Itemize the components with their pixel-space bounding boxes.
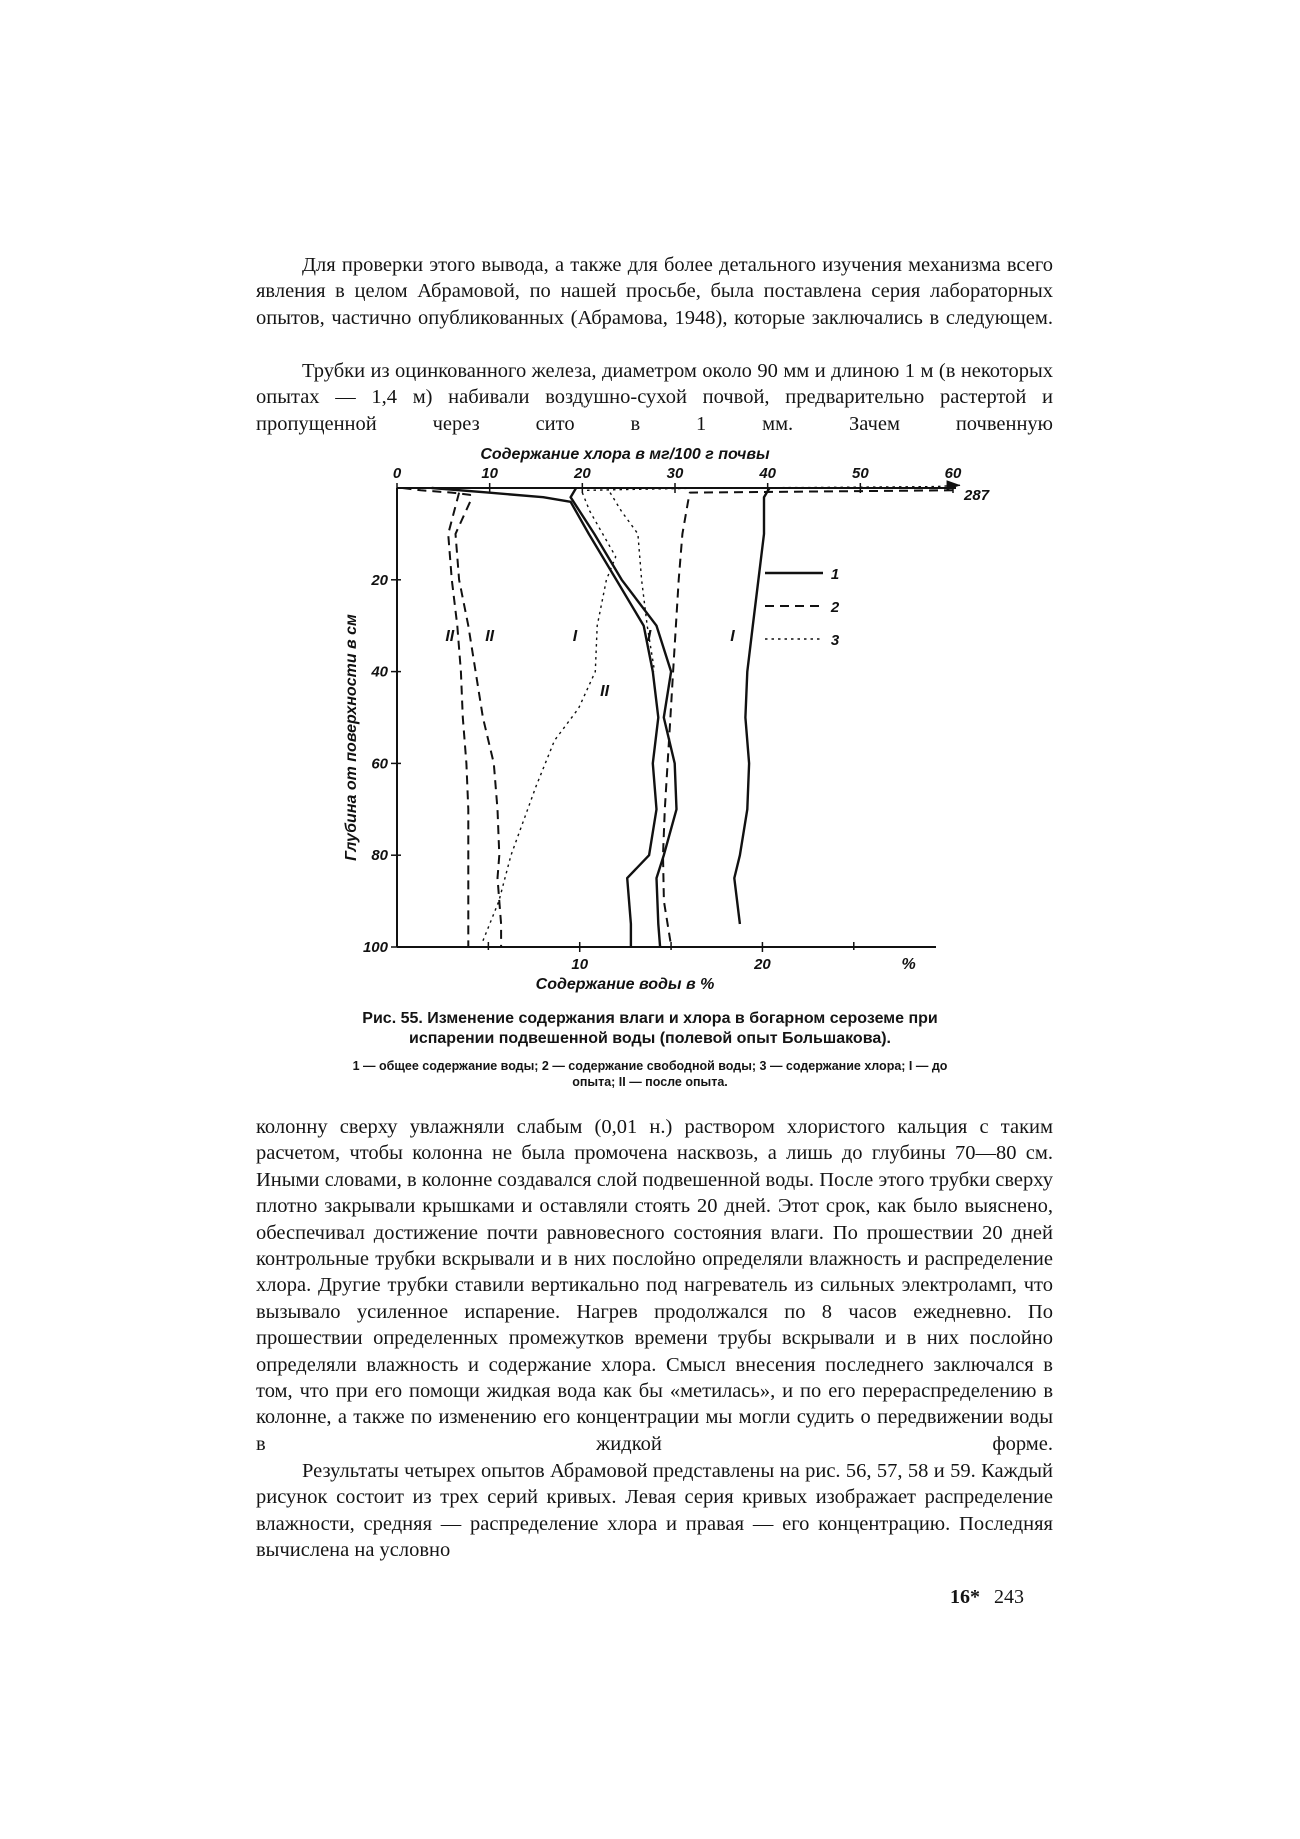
bottom-unit-label: % — [901, 956, 916, 973]
y-tick-label: 100 — [362, 939, 388, 956]
legend-key-1: 1 — [830, 566, 840, 583]
series-line-6 — [663, 490, 953, 947]
curve-label: II — [445, 627, 455, 645]
y-tick-label: 80 — [371, 847, 388, 865]
figure-caption: Рис. 55. Изменение содержания влаги и хлора в богарном сероземе при испарении подвешенной воды (полевой опыт Большакова). — [362, 1010, 938, 1047]
y-tick-label: 40 — [371, 663, 388, 681]
top-tick-label: 40 — [759, 465, 777, 482]
bottom-tick-label: 20 — [754, 956, 771, 973]
y-tick-label: 60 — [371, 755, 388, 773]
series-line-1 — [571, 488, 677, 947]
paragraph-2: Трубки из оцинкованного железа, диаметром около 90 мм и длиною 1 м (в некоторых опытах — 1,4 м) набивали воздушно-сухой почвой, предварительно растертой и пропущенной через сито в 1 мм. Зачем почвенную — [256, 360, 1053, 435]
top-tick-label: 10 — [481, 465, 499, 482]
signature-mark: 16* — [950, 1586, 980, 1608]
outlier-label: 287 — [964, 487, 990, 505]
bottom-tick-label: 10 — [571, 956, 589, 973]
top-tick-label: 30 — [666, 465, 684, 482]
series-line-2 — [432, 488, 659, 947]
page-number: 243 — [994, 1586, 1024, 1608]
paragraph-3: колонну сверху увлажняли слабым (0,01 н.) раствором хлористого кальция с таким расчетом, чтобы колонна не была промочена насквозь, а лишь до глубины 70—80 см. Иными словами, в колонне создавался слой подвешенной воды. После этого трубки сверху плотно закрывали крышками и оставляли стоять 20 дней. Этот срок, как было выяснено, обеспечивал достижение почти равновесного состояния влаги. По прошествии 20 дней контрольные трубки вскрывали и в них послойно определяли влажность и распределение хлора. Другие трубки ставили вертикально под нагреватель из сильных электроламп, что вызывало усиленное испарение. Нагрев продолжался по 8 часов ежедневно. По прошествии определенных промежутков времени трубы вскрывали и в них послойно определяли влажность и содержание хлора. Смысл внесения последнего заключался в том, что при его помощи жидкая вода как бы «метилась», и по его перераспределению в колонне, а также по изменению его концентрации мы могли судить о передвижении воды в жидкой форме. — [256, 1116, 1053, 1455]
curve-label: I — [646, 627, 652, 645]
curve-label: I — [572, 627, 578, 645]
top-tick-label: 60 — [944, 465, 962, 482]
figure-legend-caption: 1 — общее содержание воды; 2 — содержание свободной воды; 3 — содержание хлора; I — до опыта; II — после опыта. — [352, 1059, 948, 1089]
top-tick-label: 0 — [392, 465, 402, 482]
series-line-3 — [734, 488, 769, 924]
legend-key-2: 2 — [830, 599, 840, 616]
chart-axes — [391, 483, 956, 952]
curve-label: II — [485, 627, 495, 645]
curve-label: II — [600, 682, 610, 700]
paragraph-1: Для проверки этого вывода, а также для более детального изучения механизма всего явления в целом Абрамовой, по нашей просьбе, была поставлена серия лабораторных опытов, частично опубликованных (Абрамова, 1948), которые заключались в следующем. — [256, 254, 1053, 329]
figure-55-chart — [300, 445, 1000, 1005]
top-tick-label: 50 — [851, 465, 869, 482]
curve-label: I — [730, 627, 735, 645]
y-axis-title: Глубина от поверхности в см — [343, 614, 360, 861]
top-axis-title: Содержание хлора в мг/100 г почвы — [480, 446, 770, 463]
y-tick-label: 20 — [371, 571, 388, 589]
page-footer — [950, 1586, 1024, 1609]
paragraph-4: Результаты четырех опытов Абрамовой представлены на рис. 56, 57, 58 и 59. Каждый рисунок состоит из трех серий кривых. Левая серия кривых изображает распределение влажности, средняя — распределение хлора и правая — его концентрацию. Последняя вычислена на условно — [256, 1460, 1053, 1562]
chart-marks — [403, 480, 963, 947]
top-tick-label: 20 — [573, 465, 591, 482]
legend-key-3: 3 — [830, 632, 840, 649]
series-line-4 — [403, 488, 502, 947]
bottom-axis-title: Содержание воды в % — [535, 976, 715, 993]
series-line-7 — [482, 493, 615, 943]
